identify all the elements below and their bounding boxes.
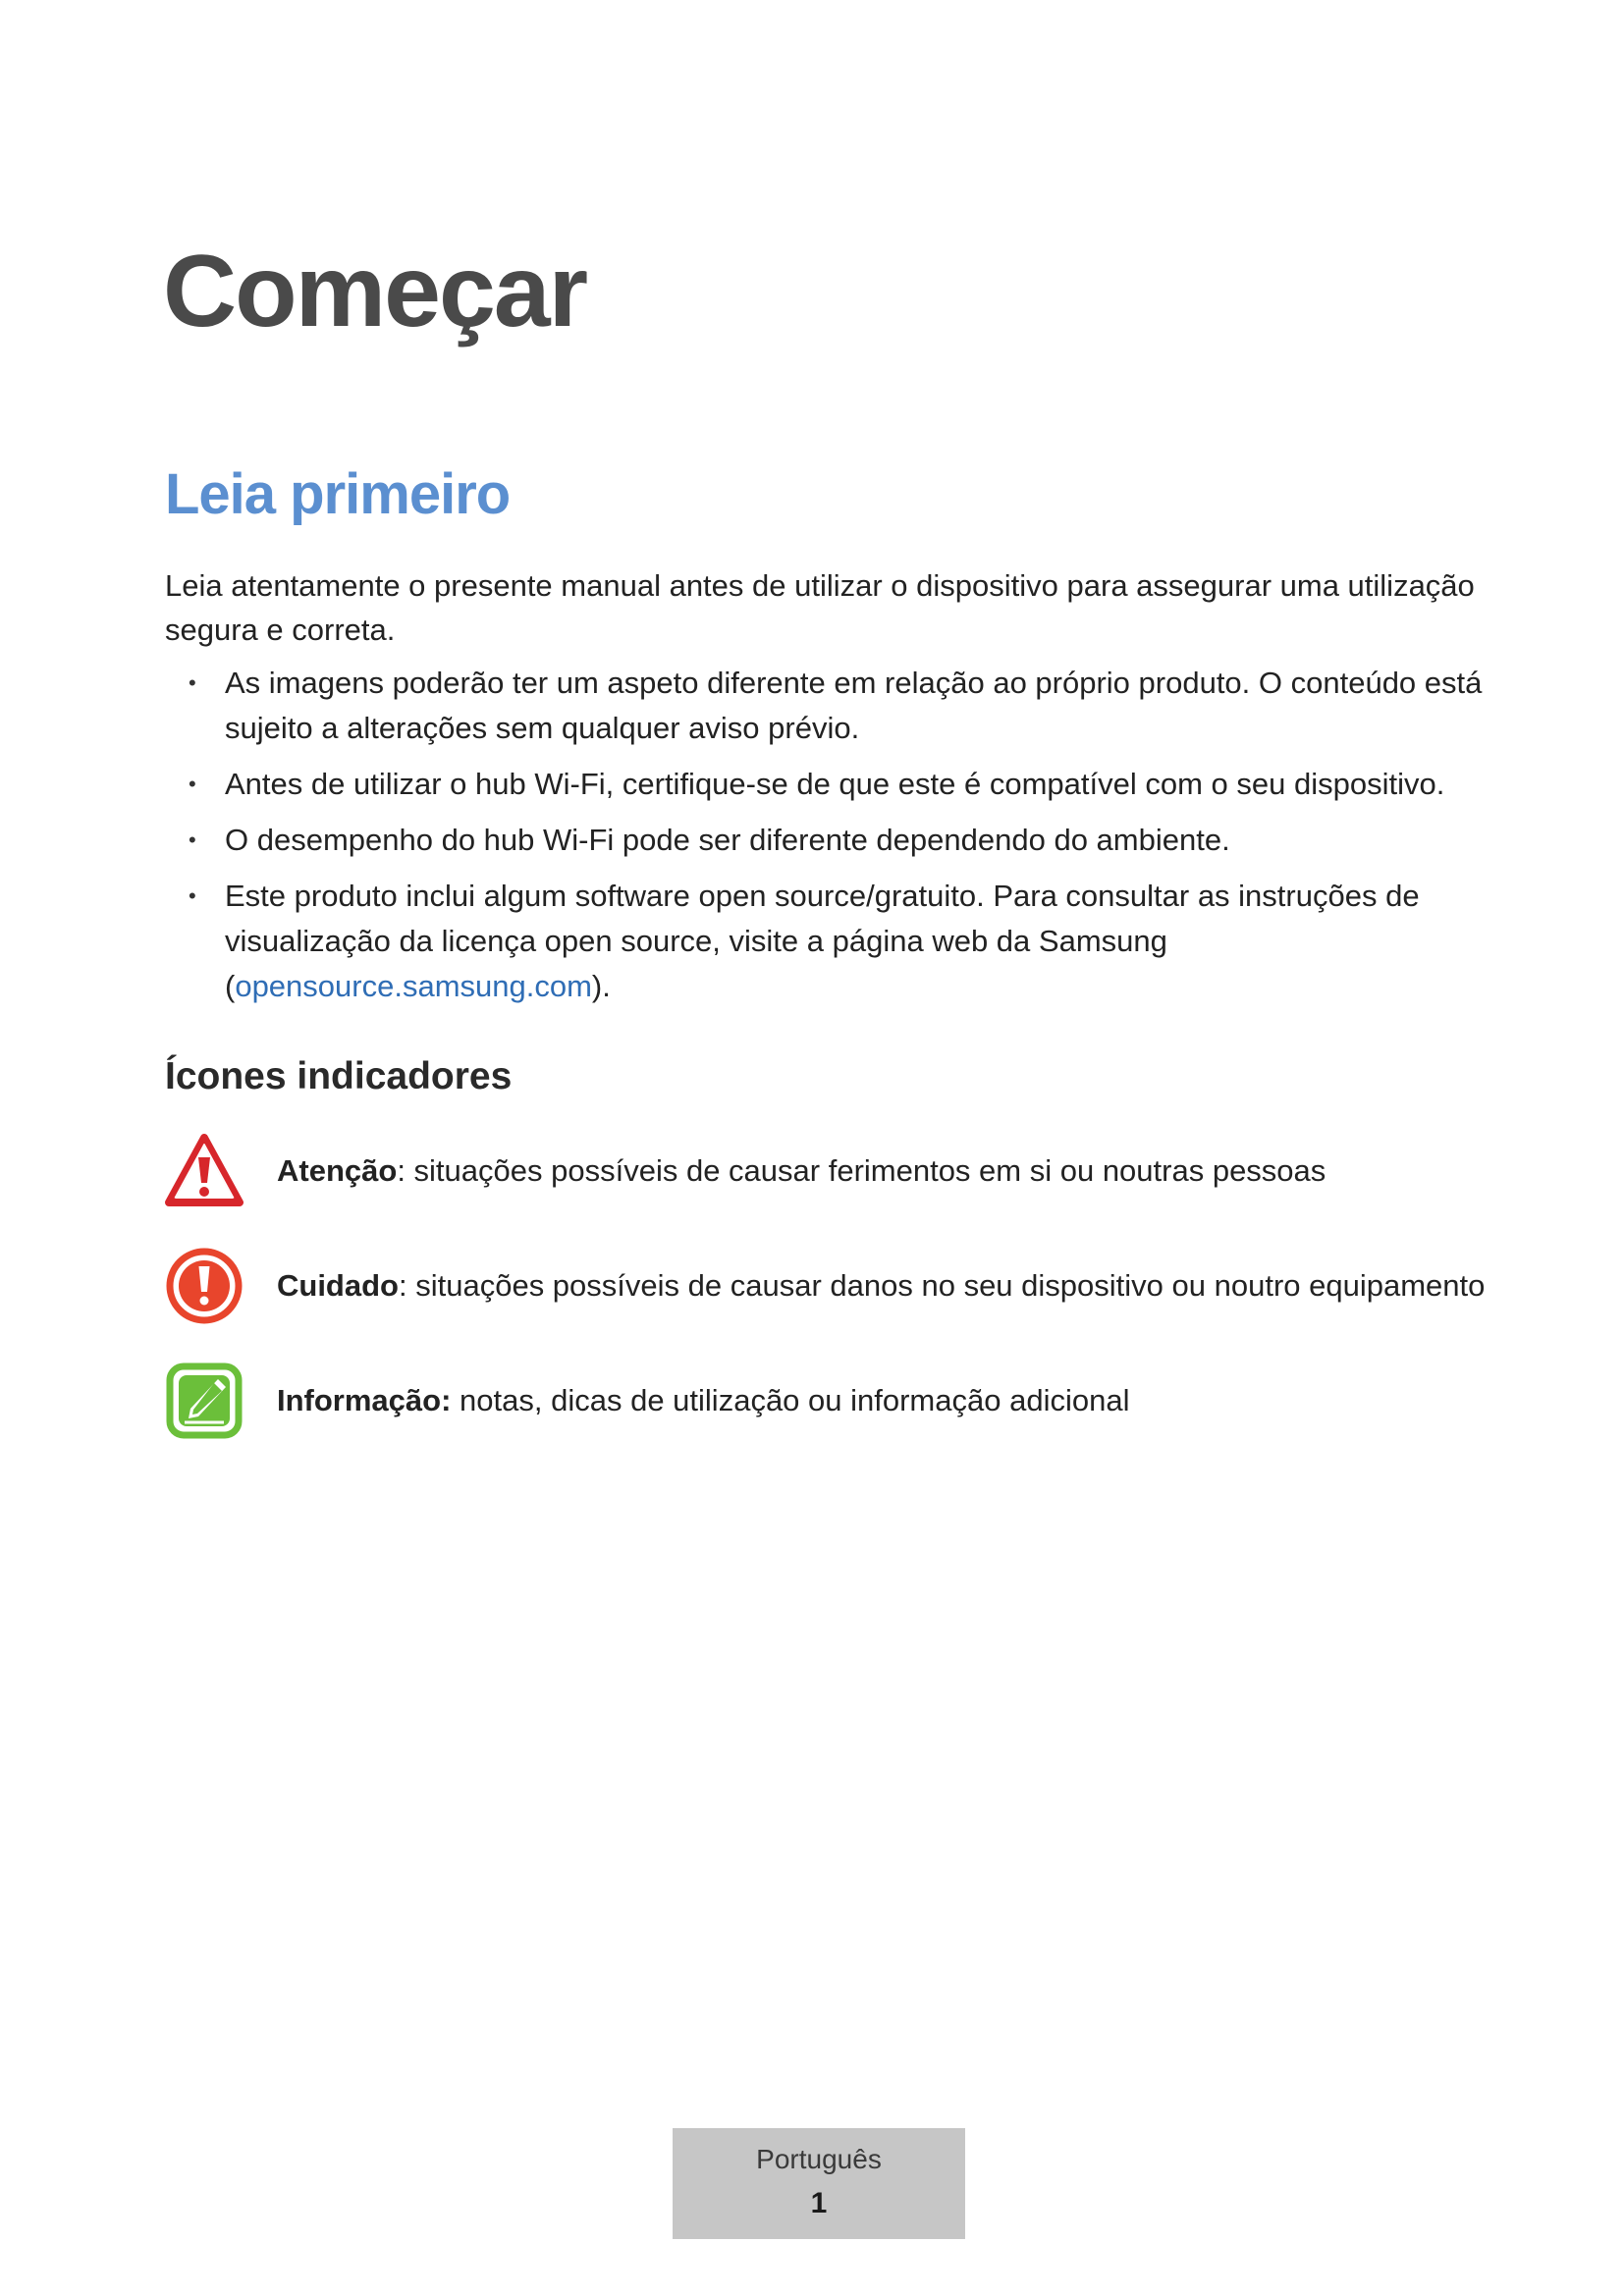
section-title: Leia primeiro	[165, 462, 511, 526]
bullet-dot: •	[189, 772, 196, 796]
page-number: 1	[810, 2187, 828, 2219]
indicator-description: notas, dicas de utilização ou informação adicional	[460, 1383, 1130, 1417]
indicator-separator: :	[397, 1153, 414, 1188]
indicator-row-caution	[165, 1247, 1520, 1325]
indicator-row-warning	[165, 1132, 1520, 1210]
bullet-text: O desempenho do hub Wi-Fi pode ser diferente dependendo do ambiente.	[225, 823, 1230, 857]
bullet-dot: •	[189, 883, 196, 908]
bullet-item	[165, 874, 1490, 1009]
indicator-separator	[451, 1383, 460, 1417]
indicator-text-caution	[277, 1266, 1485, 1306]
indicator-text-warning	[277, 1151, 1326, 1191]
caution-circle-icon	[165, 1247, 244, 1325]
bullet-text: Antes de utilizar o hub Wi-Fi, certifique-se de que este é compatível com o seu dispositivo.	[225, 767, 1445, 801]
indicator-separator: :	[399, 1268, 416, 1303]
note-pencil-icon	[165, 1362, 244, 1440]
opensource-link[interactable]: opensource.samsung.com	[235, 969, 592, 1003]
bullet-item	[165, 762, 1490, 807]
bullet-item	[165, 661, 1490, 751]
bullet-dot: •	[189, 828, 196, 852]
footer-language: Português	[756, 2144, 882, 2174]
chapter-title: Começar	[163, 235, 587, 348]
indicator-label: Cuidado	[277, 1268, 399, 1303]
bullet-text: Este produto inclui algum software open source/gratuito. Para consultar as instruções de visualização da licença open source, visite a página web da Samsung (	[225, 879, 1420, 1003]
indicator-text-info	[277, 1381, 1129, 1420]
bullet-dot: •	[189, 670, 196, 695]
indicators-title: Ícones indicadores	[165, 1055, 513, 1097]
indicator-description: situações possíveis de causar danos no seu dispositivo ou noutro equipamento	[415, 1268, 1486, 1303]
page-footer	[673, 2128, 965, 2239]
bullet-text: As imagens poderão ter um aspeto diferente em relação ao próprio produto. O conteúdo está sujeito a alterações sem qualquer aviso prévio.	[225, 666, 1483, 745]
indicator-label: Atenção	[277, 1153, 398, 1188]
indicator-description: situações possíveis de causar ferimentos em si ou noutras pessoas	[413, 1153, 1326, 1188]
warning-triangle-icon	[165, 1132, 244, 1210]
bullet-list	[165, 661, 1490, 1020]
bullet-item	[165, 818, 1490, 863]
indicator-row-info	[165, 1362, 1520, 1440]
bullet-text-end: ).	[591, 969, 611, 1003]
indicator-label: Informação:	[277, 1383, 452, 1417]
intro-paragraph: Leia atentamente o presente manual antes de utilizar o dispositivo para assegurar uma utilização segura e correta.	[165, 568, 1475, 647]
